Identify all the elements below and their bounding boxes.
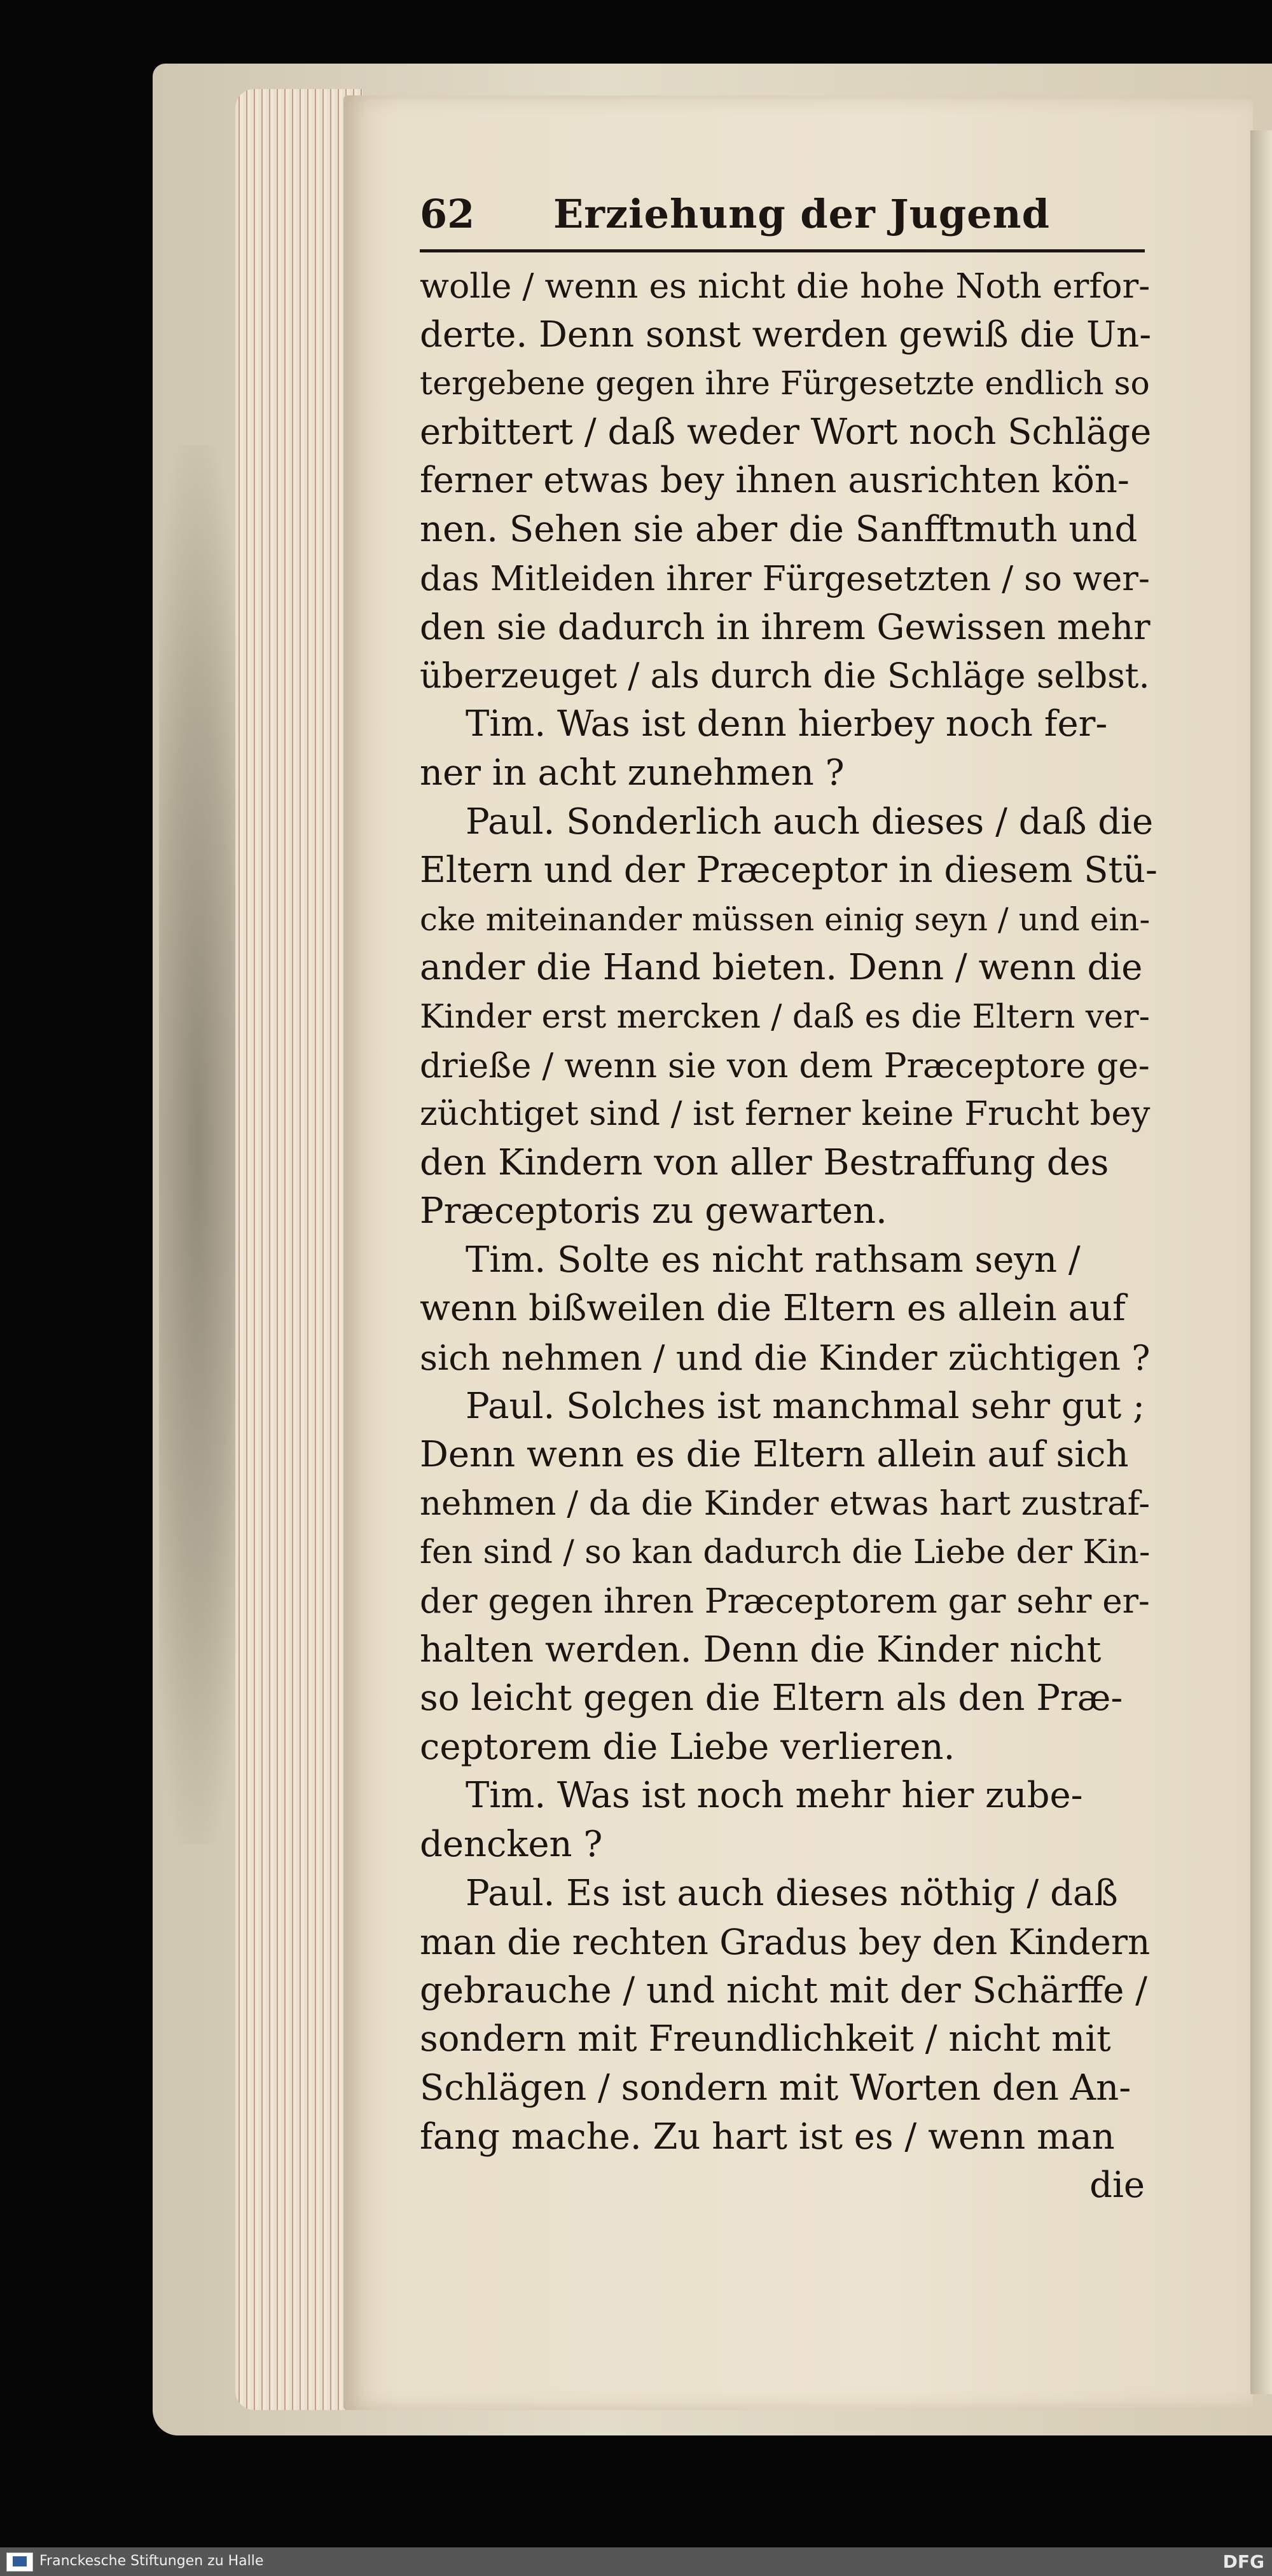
body-text	[420, 262, 1158, 2210]
text-line: cke miteinander müssen einig seyn / und ein-	[420, 900, 1151, 938]
speaker-line-paul: Paul. Es ist auch dieses nöthig / daß	[466, 1872, 1118, 1914]
facing-page-edge	[1250, 130, 1272, 2394]
text-line: so leicht gegen die Eltern als den Præ-	[420, 1677, 1123, 1719]
speaker-line-tim: Tim. Solte es nicht rathsam seyn /	[466, 1239, 1081, 1281]
text-line: man die rechten Gradus bey den Kindern	[420, 1922, 1151, 1963]
text-line: erbittert / daß weder Wort noch Schläge	[420, 411, 1152, 453]
text-line: den sie dadurch in ihrem Gewissen mehr	[420, 607, 1151, 648]
text-line: ander die Hand bieten. Denn / wenn die	[420, 947, 1143, 989]
text-line: den Kindern von aller Bestraffung des	[420, 1141, 1109, 1183]
speaker-line-tim: Tim. Was ist denn hierbey noch fer-	[466, 703, 1108, 745]
running-head	[420, 191, 1145, 248]
text-line: Eltern und der Præceptor in diesem Stü-	[420, 850, 1158, 892]
head-rule	[420, 249, 1145, 252]
text-line: überzeuget / als durch die Schläge selbst.	[420, 655, 1150, 696]
text-line: das Mitleiden ihrer Fürgesetzten / so wer-	[420, 558, 1150, 598]
viewer-footer	[0, 2547, 1272, 2576]
text-line: fen sind / so kan dadurch die Liebe der Kin-	[420, 1533, 1151, 1572]
text-line: Denn wenn es die Eltern allein auf sich	[420, 1434, 1129, 1476]
running-head-title: Erziehung der Jugend	[553, 191, 1050, 237]
text-line: Kinder erst mercken / daß es die Eltern ver-	[420, 997, 1150, 1036]
text-line: Schlägen / sondern mit Worten den An-	[420, 2067, 1131, 2109]
speaker-line-tim: Tim. Was ist noch mehr hier zube-	[466, 1775, 1083, 1817]
speaker-line-paul: Paul. Solches ist manchmal sehr gut ;	[466, 1385, 1145, 1427]
footer-credit: Franckesche Stiftungen zu Halle	[39, 2553, 264, 2569]
text-line: derte. Denn sonst werden gewiß die Un-	[420, 313, 1152, 355]
text-line: gebrauche / und nicht mit der Schärffe /	[420, 1969, 1148, 2011]
text-line: ner in acht zunehmen ?	[420, 752, 845, 794]
text-line: halten werden. Denn die Kinder nicht	[420, 1629, 1102, 1670]
text-line: sich nehmen / und die Kinder züchtigen ?	[420, 1337, 1151, 1379]
text-line: dencken ?	[420, 1824, 603, 1865]
dfg-badge: DFG	[1222, 2551, 1264, 2572]
speaker-line-paul: Paul. Sonderlich auch dieses / daß die	[466, 801, 1154, 843]
text-line: sondern mit Freundlichkeit / nicht mit	[420, 2018, 1111, 2060]
text-line: tergebene gegen ihre Fürgesetzte endlich so	[420, 364, 1150, 403]
page-number: 62	[420, 191, 475, 237]
catchword: die	[1089, 2165, 1145, 2207]
text-line: ceptorem die Liebe verlieren.	[420, 1726, 955, 1768]
text-line: nen. Sehen sie aber die Sanfftmuth und	[420, 508, 1138, 550]
text-line: ferner etwas bey ihnen ausrichten kön-	[420, 460, 1130, 502]
text-line: wolle / wenn es nicht die hohe Noth erfor-	[420, 266, 1151, 306]
text-line: Præceptoris zu gewarten.	[420, 1190, 887, 1232]
text-line: fang mache. Zu hart ist es / wenn man	[420, 2116, 1115, 2158]
institution-logo-icon	[6, 2552, 33, 2572]
text-line: der gegen ihren Præceptorem gar sehr er-	[420, 1581, 1150, 1622]
text-line: züchtiget sind / ist ferner keine Frucht bey	[420, 1094, 1151, 1134]
text-line: nehmen / da die Kinder etwas hart zustraf-	[420, 1484, 1151, 1523]
text-line: drieße / wenn sie von dem Præceptore ge-	[420, 1045, 1150, 1085]
text-line: wenn bißweilen die Eltern es allein auf	[420, 1288, 1126, 1330]
